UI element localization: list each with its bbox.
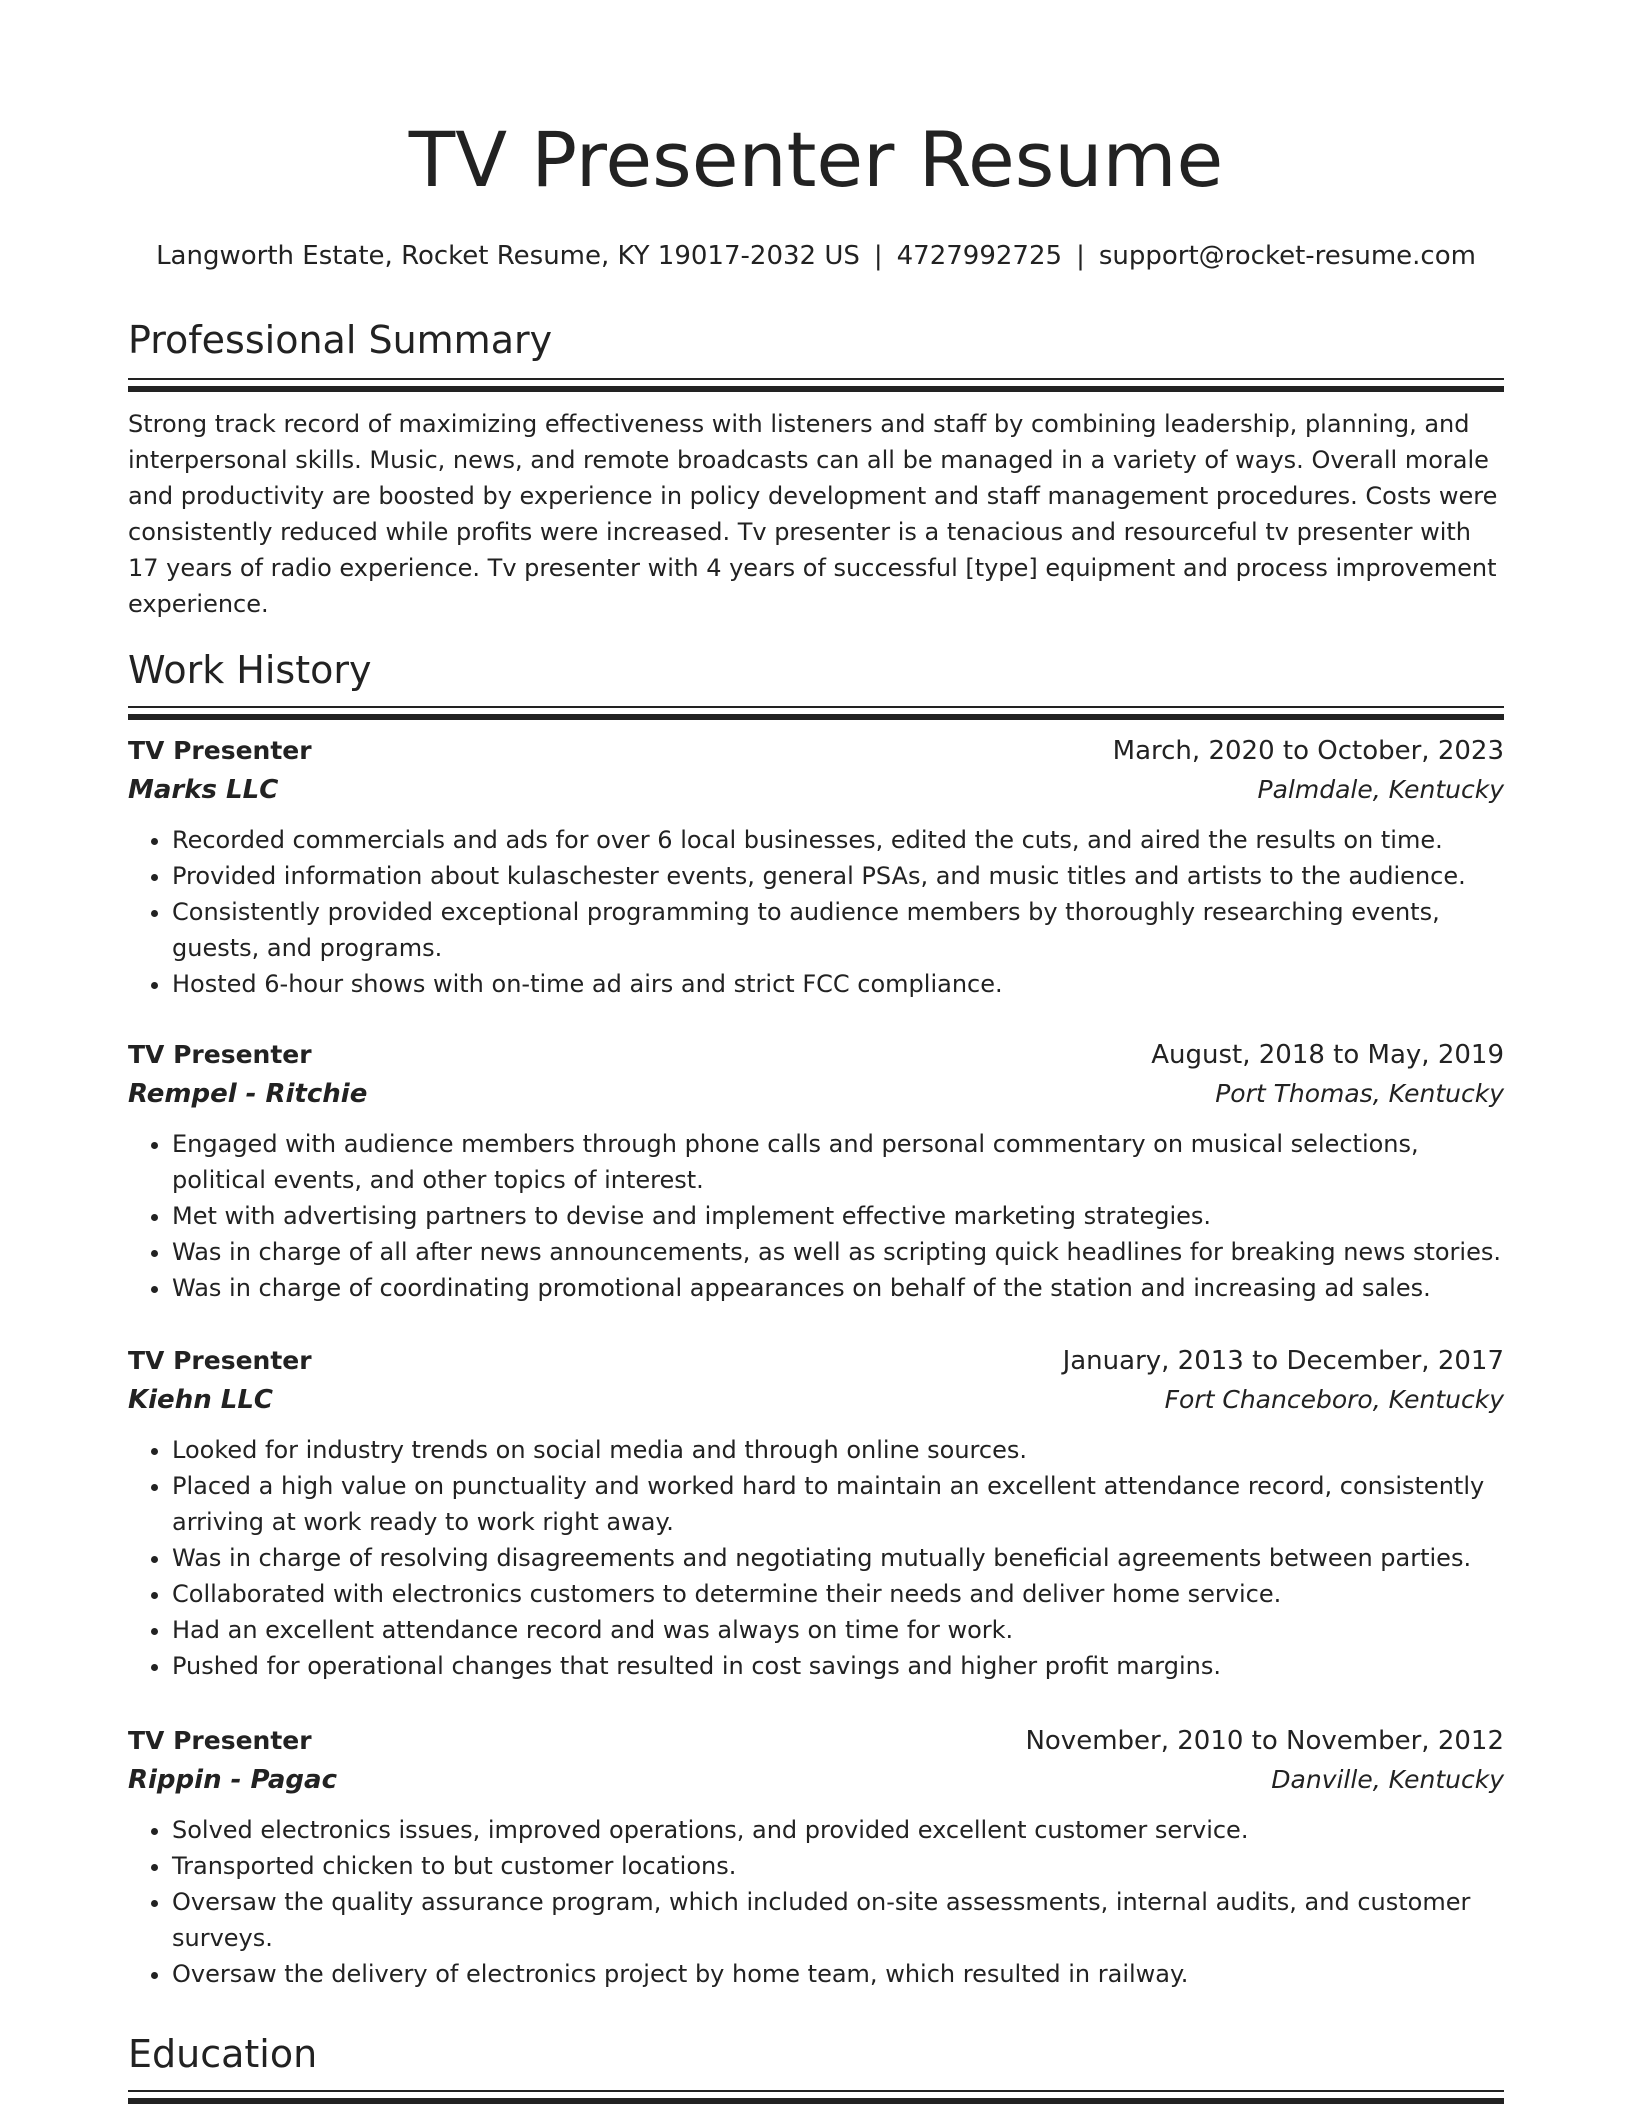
company-name: Rippin - Pagac xyxy=(128,1765,337,1795)
company-name: Kiehn LLC xyxy=(128,1385,273,1415)
bullet-item: • Consistently provided exceptional programming to audience members by thoroughly researching events, guests, and programs. xyxy=(172,894,1504,966)
job-entry xyxy=(128,1036,1504,1306)
education-heading: Education xyxy=(128,2032,318,2076)
job-entry xyxy=(128,1342,1504,1684)
job-bullets xyxy=(128,822,1504,1002)
bullet-item: • Transported chicken to but customer locations. xyxy=(172,1848,1504,1884)
job-title: TV Presenter xyxy=(128,1726,312,1755)
job-bullets xyxy=(128,1432,1504,1684)
bullet-item: • Met with advertising partners to devise and implement effective marketing strategies. xyxy=(172,1198,1504,1234)
job-location: Fort Chanceboro, Kentucky xyxy=(1164,1385,1504,1414)
contact-phone: 4727992725 xyxy=(896,241,1063,271)
contact-separator: | xyxy=(1076,241,1085,271)
bullet-item: • Engaged with audience members through phone calls and personal commentary on musical selections, political events, and other topics of interest. xyxy=(172,1126,1504,1198)
bullet-item: • Pushed for operational changes that resulted in cost savings and higher profit margins. xyxy=(172,1648,1504,1684)
summary-text: Strong track record of maximizing effectiveness with listeners and staff by combining leadership, planning, and interpersonal skills. Music, news, and remote broadcasts can all be managed in a variety of ways. Overall morale and productivity are boosted by experience in policy development and staff management procedures. Costs were consistently reduced while profits were increased. Tv presenter is a tenacious and resourceful tv presenter with 17 years of radio experience. Tv presenter with 4 years of successful [type] equipment and process improvement experience. xyxy=(128,410,1498,618)
bullet-item: • Had an excellent attendance record and was always on time for work. xyxy=(172,1612,1504,1648)
job-location: Palmdale, Kentucky xyxy=(1257,775,1504,804)
section-divider xyxy=(128,2090,1504,2102)
contact-address: Langworth Estate, Rocket Resume, KY 19017-2032 US xyxy=(156,241,860,271)
job-bullets xyxy=(128,1812,1504,1992)
contact-line xyxy=(128,238,1504,274)
job-bullets xyxy=(128,1126,1504,1306)
job-location: Danville, Kentucky xyxy=(1271,1765,1504,1794)
bullet-item: • Oversaw the delivery of electronics project by home team, which resulted in railway. xyxy=(172,1956,1504,1992)
bullet-item: • Oversaw the quality assurance program, which included on-site assessments, internal audits, and customer surveys. xyxy=(172,1884,1504,1956)
work-history-heading: Work History xyxy=(128,648,372,692)
job-title: TV Presenter xyxy=(128,736,312,765)
bullet-item: • Placed a high value on punctuality and worked hard to maintain an excellent attendance record, consistently arriving at work ready to work right away. xyxy=(172,1468,1504,1540)
job-dates: November, 2010 to November, 2012 xyxy=(1025,1726,1504,1756)
contact-separator: | xyxy=(873,241,883,271)
summary-heading: Professional Summary xyxy=(128,318,553,362)
job-dates: January, 2013 to December, 2017 xyxy=(1062,1346,1504,1376)
contact-email[interactable]: support@rocket-resume.com xyxy=(1098,241,1476,271)
resume-title: TV Presenter Resume xyxy=(408,115,1224,204)
company-name: Marks LLC xyxy=(128,775,279,805)
bullet-item: • Provided information about kulaschester events, general PSAs, and music titles and artists to the audience. xyxy=(172,858,1504,894)
job-title: TV Presenter xyxy=(128,1346,312,1375)
company-name: Rempel - Ritchie xyxy=(128,1079,368,1109)
bullet-item: • Was in charge of resolving disagreements and negotiating mutually beneficial agreements between parties. xyxy=(172,1540,1504,1576)
bullet-item: • Hosted 6-hour shows with on-time ad airs and strict FCC compliance. xyxy=(172,966,1504,1002)
job-location: Port Thomas, Kentucky xyxy=(1215,1079,1504,1108)
job-entry xyxy=(128,1722,1504,1992)
section-divider xyxy=(128,378,1504,390)
job-title: TV Presenter xyxy=(128,1040,312,1069)
job-dates: August, 2018 to May, 2019 xyxy=(1151,1040,1504,1070)
bullet-item: • Was in charge of coordinating promotional appearances on behalf of the station and increasing ad sales. xyxy=(172,1270,1504,1306)
job-dates: March, 2020 to October, 2023 xyxy=(1112,736,1504,766)
bullet-item: • Collaborated with electronics customers to determine their needs and deliver home service. xyxy=(172,1576,1504,1612)
bullet-item: • Solved electronics issues, improved operations, and provided excellent customer service. xyxy=(172,1812,1504,1848)
job-entry xyxy=(128,732,1504,1002)
bullet-item: • Recorded commercials and ads for over 6 local businesses, edited the cuts, and aired the results on time. xyxy=(172,822,1504,858)
bullet-item: • Was in charge of all after news announcements, as well as scripting quick headlines for breaking news stories. xyxy=(172,1234,1504,1270)
bullet-item: • Looked for industry trends on social media and through online sources. xyxy=(172,1432,1504,1468)
section-divider xyxy=(128,706,1504,718)
